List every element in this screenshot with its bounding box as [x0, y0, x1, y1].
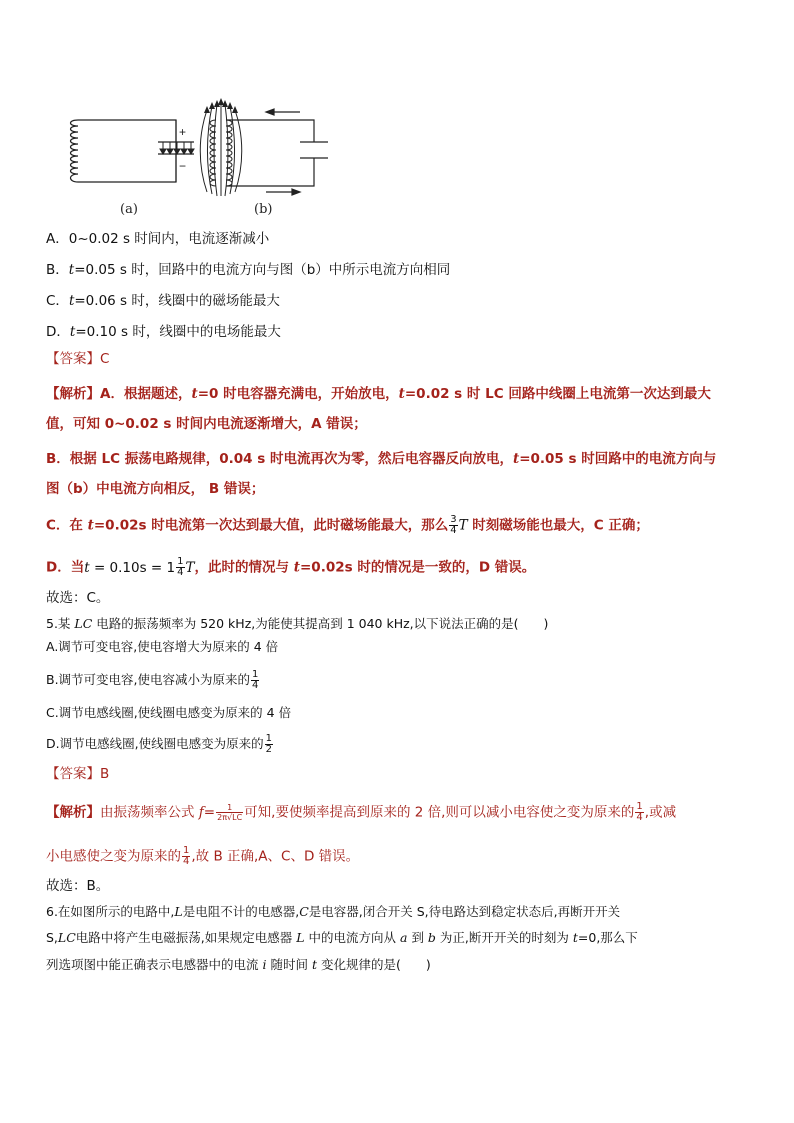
- explain-text: =0 时电容器充满电，开始放电，: [197, 386, 399, 402]
- numerator: 1: [177, 556, 184, 567]
- q4-option-d: [46, 322, 281, 342]
- q5-option-a: A.调节可变电容,使电容增大为原来的 4 倍: [46, 639, 279, 654]
- var-f: f: [198, 804, 204, 821]
- explain-text: 可知,要使频率提高到原来的 2 倍,则可以减小电容使之变为原来的: [244, 804, 635, 821]
- option-text: B.调节可变电容,使电容减小为原来的: [46, 672, 251, 687]
- explain-text: A．根据题述，: [100, 386, 192, 402]
- explain-text: =0.02s 时电流第一次达到最大值，此时磁场能最大，那么: [93, 517, 449, 534]
- answer-value: C: [100, 351, 110, 367]
- q6-line-3: [46, 955, 431, 975]
- var-i: i: [262, 957, 267, 972]
- var-t: t: [191, 386, 198, 402]
- q5-option-c: C.调节电感线圈,使线圈电感变为原来的 4 倍: [46, 705, 292, 720]
- q4-answer: [46, 349, 109, 369]
- var-t: t: [68, 262, 75, 278]
- denominator: 4: [450, 525, 457, 536]
- explain-text: 值，可知 0~0.02 s 时间内电流逐渐增大，A 错误；: [46, 416, 367, 432]
- fraction: [449, 515, 457, 536]
- figure-label-b: (b): [254, 202, 273, 217]
- stem-text: 是电阻不计的电感器,: [182, 904, 300, 919]
- q5-option-d: [46, 734, 274, 755]
- denominator: 4: [636, 812, 643, 823]
- stem-text: 5.某: [46, 616, 75, 631]
- var-t: t: [68, 293, 75, 309]
- explain-text: =0.02 s 时 LC 回路中线圈上电流第一次达到最大: [404, 386, 711, 402]
- q4-explain-4: [46, 479, 264, 499]
- q4-explain-2: [46, 414, 367, 434]
- q5-explain-1: [46, 802, 676, 823]
- stem-text: 变化规律的是( ): [316, 957, 431, 972]
- explain-text: B．根据 LC 振荡电路规律，0.04 s 时电流再次为零，然后电容器反向放电，: [46, 451, 513, 467]
- option-text: A．0~0.02 s 时间内，电流逐渐减小: [46, 231, 270, 247]
- var-LC: LC: [74, 616, 93, 631]
- fraction: [251, 670, 259, 691]
- explain-text: 小电感使之变为原来的: [46, 848, 181, 865]
- var-LC: LC: [57, 930, 76, 945]
- fraction: [635, 802, 643, 823]
- stem-text: 6.在如图所示的电路中,: [46, 904, 175, 919]
- stem-text: 随时间: [266, 957, 312, 972]
- answer-tag: 【答案】: [46, 351, 100, 367]
- minus-sign: −: [179, 159, 187, 173]
- denominator: 4: [252, 680, 259, 691]
- q4-explain-6: [46, 557, 535, 578]
- var-t: t: [69, 324, 76, 340]
- var-T: T: [185, 559, 195, 576]
- explain-text: 时刻磁场能也最大，C 正确；: [467, 517, 649, 534]
- answer-tag: 【答案】: [46, 766, 100, 782]
- option-text: D．: [46, 324, 70, 340]
- q5-selection: 故选：B。: [46, 878, 110, 894]
- circuit-diagram: [66, 96, 346, 221]
- explain-tag: 【解析】: [46, 386, 100, 402]
- plus-sign: +: [179, 125, 187, 139]
- option-text: D.调节电感线圈,使线圈电感变为原来的: [46, 736, 264, 751]
- denominator: 4: [183, 856, 190, 867]
- option-text: C．: [46, 293, 69, 309]
- q5-answer: [46, 764, 109, 784]
- denominator: 4: [177, 567, 184, 578]
- var-t: t: [311, 957, 317, 972]
- q4-option-c: [46, 291, 280, 311]
- q6-line-2: [46, 928, 638, 948]
- q4-explain-3: [46, 449, 716, 469]
- explain-text: C．在: [46, 517, 88, 534]
- equals: =: [203, 804, 216, 821]
- q4-explain-5: [46, 515, 649, 536]
- explain-text: =0.05 s 时回路中的电流方向与: [519, 451, 717, 467]
- numerator: 1: [216, 803, 243, 813]
- var-C: C: [299, 904, 309, 919]
- explain-text: D．当: [46, 559, 85, 576]
- q5-stem: [46, 614, 548, 634]
- q6-line-1: [46, 902, 620, 922]
- stem-text: =0,那么下: [577, 930, 638, 945]
- fraction: [216, 803, 243, 822]
- numerator: 1: [183, 845, 190, 856]
- stem-text: 电路中将产生电磁振荡,如果规定电感器: [75, 930, 297, 945]
- fraction: [265, 734, 273, 755]
- var-T: T: [458, 517, 468, 534]
- var-a: a: [400, 930, 408, 945]
- numerator: 3: [450, 514, 457, 525]
- q4-option-a: [46, 229, 269, 249]
- var-t: t: [572, 930, 578, 945]
- numerator: 1: [636, 801, 643, 812]
- explain-text: ，此时的情况与: [194, 559, 294, 576]
- q4-selection: 故选：C。: [46, 590, 110, 606]
- option-text: =0.05 s 时，回路中的电流方向与图（b）中所示电流方向相同: [74, 262, 451, 278]
- var-t: t: [512, 451, 520, 467]
- var-L: L: [296, 930, 305, 945]
- stem-text: 到: [407, 930, 428, 945]
- denominator: 2π√LC: [217, 813, 243, 822]
- q5-explain-2: [46, 846, 359, 867]
- option-text: =0.10 s 时，线圈中的电场能最大: [75, 324, 281, 340]
- stem-text: 是电容器,闭合开关 S,待电路达到稳定状态后,再断开开关: [308, 904, 621, 919]
- option-text: B．: [46, 262, 69, 278]
- var-L: L: [174, 904, 183, 919]
- explain-text: ,故 B 正确,A、C、D 错误。: [191, 848, 360, 865]
- circuit-figure: [66, 96, 346, 221]
- q5-option-b: [46, 670, 260, 691]
- q4-explain-1: [46, 384, 711, 404]
- answer-value: B: [100, 766, 110, 782]
- var-t: t: [293, 559, 300, 576]
- numerator: 1: [252, 669, 259, 680]
- option-text: =0.06 s 时，线圈中的磁场能最大: [74, 293, 280, 309]
- explain-text: =0.02s 时的情况是一致的，D 错误。: [299, 559, 536, 576]
- var-b: b: [427, 930, 436, 945]
- explain-text: ,或减: [644, 804, 677, 821]
- fraction: [176, 557, 184, 578]
- q4-option-b: [46, 260, 450, 280]
- explain-tag: 【解析】: [46, 804, 100, 821]
- stem-text: 列选项图中能正确表示电感器中的电流: [46, 957, 263, 972]
- explain-text: 图（b）中电流方向相反， B 错误；: [46, 481, 265, 497]
- fraction: [182, 846, 190, 867]
- figure-label-a: (a): [120, 202, 138, 217]
- var-t: t: [84, 559, 90, 576]
- equation: = 0.10s = 1: [89, 559, 176, 576]
- var-t: t: [398, 386, 405, 402]
- explain-text: 由振荡频率公式: [100, 804, 199, 821]
- stem-text: 电路的振荡频率为 520 kHz,为能使其提高到 1 040 kHz,以下说法正确的是( ): [92, 616, 549, 631]
- stem-text: S,: [46, 930, 58, 945]
- denominator: 2: [265, 744, 272, 755]
- numerator: 1: [265, 733, 272, 744]
- stem-text: 为正,断开开关的时刻为: [435, 930, 573, 945]
- stem-text: 中的电流方向从: [304, 930, 401, 945]
- var-t: t: [87, 517, 94, 534]
